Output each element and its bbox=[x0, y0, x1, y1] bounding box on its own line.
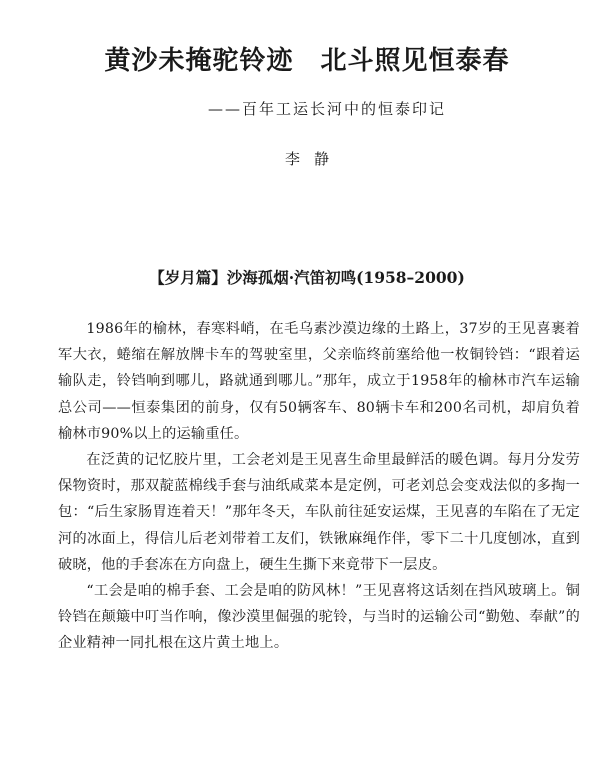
article-body bbox=[58, 316, 580, 657]
paragraph: 在泛黄的记忆胶片里，工会老刘是王见喜生命里最鲜活的暖色调。每月分发劳保物资时，那双靛蓝棉线手套与油纸咸菜本是定例，可老刘总会变戏法似的多掏一包：“后生家肠胃连着天！”那年冬天，车队前往延安运煤，王见喜的车陷在了无定河的冰面上，得信儿后老刘带着工友们，铁锹麻绳作伴，零下二十几度刨冰，直到破晓，他的手套冻在方向盘上，硬生生撕下来竟带下一层皮。 bbox=[58, 452, 580, 573]
article-title: 黄沙未掩驼铃迹 北斗照见恒泰春 bbox=[104, 46, 510, 76]
section-heading: 【岁月篇】沙海孤烟·汽笛初鸣(1958–2000) bbox=[149, 268, 465, 287]
article-subtitle: ——百年工运长河中的恒泰印记 bbox=[207, 100, 446, 118]
paragraph: 1986年的榆林，春寒料峭，在毛乌素沙漠边缘的土路上，37岁的王见喜裹着军大衣，蜷缩在解放牌卡车的驾驶室里，父亲临终前塞给他一枚铜铃铛：“跟着运输队走，铃铛响到哪儿，路就通到哪儿。”那年，成立于1958年的榆林市汽车运输总公司——恒泰集团的前身，仅有50辆客车、80辆卡车和200名司机，却肩负着榆林市90%以上的运输重任。 bbox=[58, 321, 580, 442]
article-author: 李静 bbox=[284, 150, 343, 168]
paragraph: “工会是咱的棉手套、工会是咱的防风林！”王见喜将这话刻在挡风玻璃上。铜铃铛在颠簸中叮当作响，像沙漠里倔强的驼铃，与当时的运输公司“勤勉、奉献”的企业精神一同扎根在这片黄土地上。 bbox=[58, 583, 580, 652]
